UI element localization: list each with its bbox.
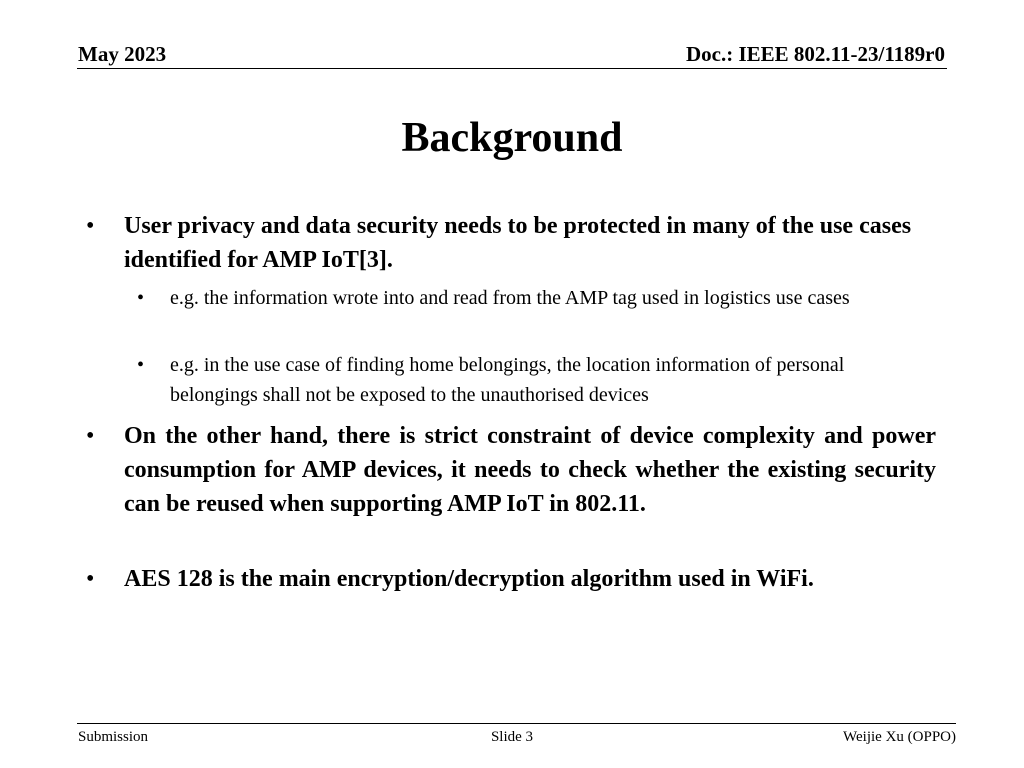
sub-bullet-item bbox=[137, 283, 870, 313]
slide-title: Background bbox=[401, 115, 623, 161]
footer-author: Weijie Xu (OPPO) bbox=[843, 729, 956, 745]
sub-bullet-text: e.g. the information wrote into and read from the AMP tag used in logistics use cases bbox=[170, 287, 850, 309]
bullet-marker: • bbox=[137, 354, 145, 376]
bullet-marker: • bbox=[86, 566, 95, 592]
bullet-item bbox=[86, 419, 936, 521]
bullet-marker: • bbox=[137, 287, 145, 309]
bullet-text: AES 128 is the main encryption/decryption algorithm used in WiFi. bbox=[124, 566, 814, 592]
footer-divider bbox=[77, 723, 956, 724]
header-doc-id: Doc.: IEEE 802.11-23/1189r0 bbox=[685, 42, 945, 66]
bullet-item bbox=[86, 209, 914, 277]
bullet-item bbox=[86, 562, 936, 596]
bullet-text: User privacy and data security needs to be protected in many of the use cases identified for AMP IoT[3]. bbox=[124, 213, 912, 273]
sub-bullet-item bbox=[137, 350, 930, 410]
footer-submission: Submission bbox=[78, 729, 149, 745]
bullet-marker: • bbox=[86, 213, 95, 239]
header-date: May 2023 bbox=[78, 42, 167, 66]
sub-bullet-text: e.g. in the use case of finding home belongings, the location information of personal belongings shall not be exposed to the unauthorised devices bbox=[170, 354, 845, 406]
footer-slide-number: Slide 3 bbox=[490, 729, 534, 745]
bullet-marker: • bbox=[86, 423, 95, 449]
bullet-text: On the other hand, there is strict constraint of device complexity and power consumption for AMP devices, it needs to check whether the existing security can be reused when supporting AMP IoT in 802.11. bbox=[124, 423, 936, 517]
